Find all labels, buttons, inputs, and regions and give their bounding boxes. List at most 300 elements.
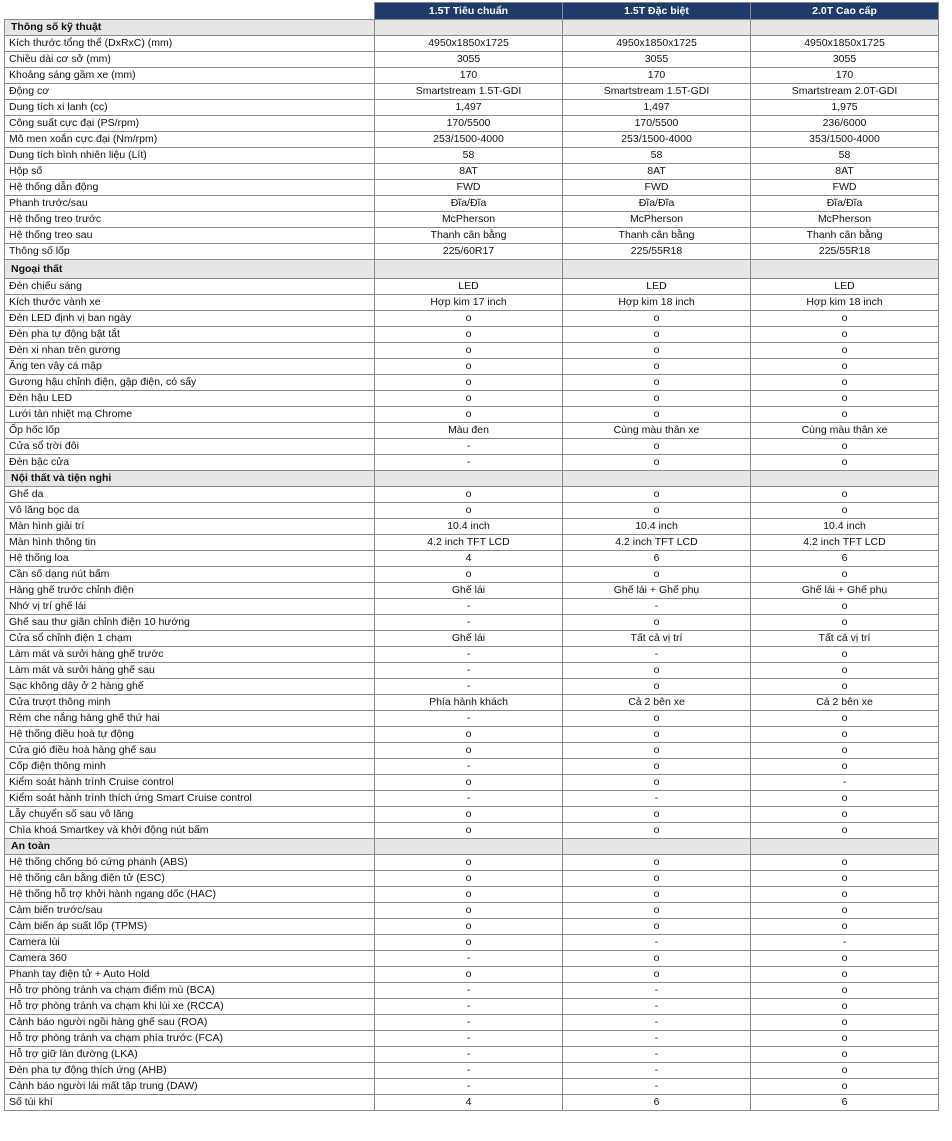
spec-value: o [375,903,563,919]
spec-value: 6 [751,1095,939,1111]
spec-value: - [563,791,751,807]
spec-label: Lẫy chuyển số sau vô lăng [5,807,375,823]
spec-value: Màu đen [375,423,563,439]
spec-value: Phía hành khách [375,695,563,711]
spec-value: o [375,743,563,759]
spec-label: Cốp điện thông minh [5,759,375,775]
spec-row [5,535,939,551]
spec-label: Kích thước tổng thể (DxRxC) (mm) [5,36,375,52]
spec-row [5,503,939,519]
spec-label: Rèm che nắng hàng ghế thứ hai [5,711,375,727]
spec-value: 4 [375,1095,563,1111]
spec-value: o [751,759,939,775]
spec-label: Làm mát và sưởi hàng ghế sau [5,663,375,679]
spec-value: - [563,647,751,663]
spec-row [5,1063,939,1079]
spec-value: o [751,823,939,839]
spec-label: Chìa khoá Smartkey và khởi động nút bấm [5,823,375,839]
spec-row [5,759,939,775]
spec-value: o [751,663,939,679]
spec-value: o [751,1015,939,1031]
spec-value: o [375,359,563,375]
spec-value: - [375,615,563,631]
spec-value: o [751,391,939,407]
spec-value: o [751,327,939,343]
spec-value: 58 [375,148,563,164]
spec-row [5,311,939,327]
section-filler-cell [751,260,939,279]
spec-value: o [563,327,751,343]
spec-value: o [563,359,751,375]
column-header: 1.5T Đặc biệt [563,3,751,20]
spec-value: 253/1500-4000 [375,132,563,148]
spec-row [5,180,939,196]
spec-label: Chiều dài cơ sở (mm) [5,52,375,68]
spec-label: Kiểm soát hành trình Cruise control [5,775,375,791]
spec-row [5,196,939,212]
spec-value: o [751,887,939,903]
spec-value: o [375,391,563,407]
spec-value: o [751,919,939,935]
spec-value: 6 [563,551,751,567]
section-filler-cell [375,839,563,855]
spec-value: o [375,871,563,887]
spec-value: o [751,615,939,631]
section-filler-cell [751,20,939,36]
spec-value: o [375,327,563,343]
spec-value: o [751,743,939,759]
spec-value: o [563,807,751,823]
spec-value: - [563,1079,751,1095]
section-filler-cell [375,20,563,36]
spec-row [5,807,939,823]
spec-value: 3055 [375,52,563,68]
spec-value: o [375,503,563,519]
spec-row [5,1031,939,1047]
spec-value: Tất cả vị trí [751,631,939,647]
spec-row [5,935,939,951]
spec-value: o [563,503,751,519]
spec-value: o [563,567,751,583]
spec-row [5,343,939,359]
spec-value: 1,497 [563,100,751,116]
spec-value: Ghế lái + Ghế phụ [751,583,939,599]
spec-value: 6 [751,551,939,567]
spec-value: Smartstream 2.0T-GDI [751,84,939,100]
spec-value: - [375,791,563,807]
spec-value: o [563,455,751,471]
spec-value: - [375,711,563,727]
spec-label: Ghế sau thư giãn chỉnh điện 10 hướng [5,615,375,631]
spec-label: Hệ thống cân bằng điện tử (ESC) [5,871,375,887]
spec-value: o [563,487,751,503]
spec-value: Smartstream 1.5T-GDI [375,84,563,100]
spec-row [5,871,939,887]
spec-value: o [563,407,751,423]
spec-value: o [751,1047,939,1063]
spec-value: o [751,567,939,583]
spec-value: 170/5500 [563,116,751,132]
spec-label: Hệ thống chống bó cứng phanh (ABS) [5,855,375,871]
spec-value: - [375,1015,563,1031]
spec-row [5,295,939,311]
spec-row [5,228,939,244]
spec-label: Ốp hốc lốp [5,423,375,439]
spec-value: Cùng màu thân xe [751,423,939,439]
spec-row [5,951,939,967]
column-header: 1.5T Tiêu chuẩn [375,3,563,20]
spec-value: 10.4 inch [751,519,939,535]
spec-label: Hỗ trợ phòng tránh va chạm phía trước (FCA) [5,1031,375,1047]
spec-value: - [375,455,563,471]
section-title: Thông số kỹ thuật [5,20,375,36]
spec-label: Dung tích bình nhiên liệu (Lít) [5,148,375,164]
spec-value: o [375,311,563,327]
spec-value: o [751,951,939,967]
spec-value: 225/60R17 [375,244,563,260]
spec-value: Ghế lái [375,583,563,599]
spec-label: Đèn xi nhan trên gương [5,343,375,359]
spec-value: Hợp kim 18 inch [563,295,751,311]
spec-row [5,36,939,52]
spec-value: FWD [563,180,751,196]
spec-label: Đèn pha tự động bật tắt [5,327,375,343]
spec-value: 4950x1850x1725 [563,36,751,52]
spec-value: 4.2 inch TFT LCD [375,535,563,551]
spec-table-header [5,3,939,20]
spec-value: o [563,615,751,631]
spec-row [5,727,939,743]
spec-row [5,615,939,631]
spec-value: Hợp kim 18 inch [751,295,939,311]
spec-value: o [751,727,939,743]
spec-value: FWD [751,180,939,196]
spec-label: Camera lùi [5,935,375,951]
spec-value: 4950x1850x1725 [751,36,939,52]
spec-value: o [751,1031,939,1047]
spec-label: Hỗ trợ phòng tránh va chạm khi lùi xe (RCCA) [5,999,375,1015]
spec-value: 236/6000 [751,116,939,132]
spec-value: - [375,439,563,455]
spec-label: Đèn chiếu sáng [5,279,375,295]
spec-value: o [375,487,563,503]
spec-value: o [563,887,751,903]
column-header: 2.0T Cao cấp [751,3,939,20]
spec-value: Smartstream 1.5T-GDI [563,84,751,100]
spec-value: - [375,679,563,695]
spec-label: Đèn LED định vị ban ngày [5,311,375,327]
spec-value: o [563,391,751,407]
spec-value: 3055 [563,52,751,68]
spec-value: o [751,1063,939,1079]
spec-value: 1,497 [375,100,563,116]
spec-value: o [375,823,563,839]
header-corner [5,3,375,20]
spec-value: o [375,807,563,823]
spec-row [5,631,939,647]
spec-value: McPherson [375,212,563,228]
spec-value: o [563,759,751,775]
spec-value: 8AT [375,164,563,180]
spec-value: 8AT [751,164,939,180]
section-header-row [5,20,939,36]
spec-value: o [375,967,563,983]
spec-label: Cửa sổ chỉnh điện 1 chạm [5,631,375,647]
spec-label: Kích thước vành xe [5,295,375,311]
spec-value: 58 [751,148,939,164]
spec-row [5,887,939,903]
spec-value: Cùng màu thân xe [563,423,751,439]
spec-value: - [375,999,563,1015]
spec-value: o [563,903,751,919]
spec-value: 8AT [563,164,751,180]
spec-value: - [751,775,939,791]
spec-value: - [563,1015,751,1031]
spec-row [5,1095,939,1111]
spec-value: - [375,1079,563,1095]
spec-value: o [563,375,751,391]
spec-row [5,487,939,503]
spec-value: o [375,775,563,791]
spec-row [5,407,939,423]
spec-label: Hệ thống treo trước [5,212,375,228]
spec-label: Hệ thống loa [5,551,375,567]
spec-row [5,999,939,1015]
spec-row [5,375,939,391]
spec-label: Phanh trước/sau [5,196,375,212]
spec-row [5,647,939,663]
spec-value: o [375,935,563,951]
spec-value: 170 [751,68,939,84]
spec-label: Dung tích xi lanh (cc) [5,100,375,116]
spec-value: o [751,407,939,423]
spec-label: Hệ thống hỗ trợ khởi hành ngang dốc (HAC) [5,887,375,903]
spec-value: - [375,759,563,775]
spec-row [5,100,939,116]
spec-row [5,551,939,567]
spec-label: Động cơ [5,84,375,100]
section-title: Nội thất và tiện nghi [5,471,375,487]
spec-value: o [563,679,751,695]
spec-value: - [375,983,563,999]
spec-value: o [375,919,563,935]
spec-value: Hợp kim 17 inch [375,295,563,311]
spec-value: o [751,343,939,359]
spec-row [5,116,939,132]
spec-value: o [563,711,751,727]
spec-label: Đèn hậu LED [5,391,375,407]
spec-value: - [375,647,563,663]
section-filler-cell [563,839,751,855]
spec-value: o [563,951,751,967]
spec-value: o [563,871,751,887]
spec-value: Cả 2 bên xe [563,695,751,711]
spec-label: Ăng ten vây cá mập [5,359,375,375]
spec-value: - [375,1047,563,1063]
section-header-row [5,260,939,279]
spec-value: - [375,951,563,967]
spec-label: Khoảng sáng gầm xe (mm) [5,68,375,84]
spec-row [5,711,939,727]
spec-value: FWD [375,180,563,196]
spec-value: o [751,807,939,823]
spec-row [5,1079,939,1095]
spec-value: o [751,455,939,471]
spec-value: 4 [375,551,563,567]
spec-row [5,567,939,583]
spec-row [5,212,939,228]
spec-row [5,903,939,919]
section-filler-cell [375,471,563,487]
spec-label: Công suất cực đại (PS/rpm) [5,116,375,132]
spec-value: LED [751,279,939,295]
spec-value: o [375,855,563,871]
spec-value: - [563,935,751,951]
spec-value: Ghế lái + Ghế phụ [563,583,751,599]
spec-label: Phanh tay điện tử + Auto Hold [5,967,375,983]
spec-row [5,855,939,871]
section-filler-cell [563,20,751,36]
spec-value: o [751,439,939,455]
spec-label: Hàng ghế trước chỉnh điện [5,583,375,599]
spec-value: 4.2 inch TFT LCD [563,535,751,551]
spec-row [5,583,939,599]
spec-value: - [375,1031,563,1047]
spec-value: - [563,1047,751,1063]
spec-label: Đèn pha tự động thích ứng (AHB) [5,1063,375,1079]
spec-label: Hệ thống dẫn động [5,180,375,196]
section-title: Ngoại thất [5,260,375,279]
spec-value: 4.2 inch TFT LCD [751,535,939,551]
spec-label: Màn hình giải trí [5,519,375,535]
spec-row [5,84,939,100]
spec-value: - [563,1063,751,1079]
section-header-row [5,471,939,487]
spec-value: o [563,311,751,327]
spec-row [5,455,939,471]
spec-value: o [751,359,939,375]
spec-value: Thanh cân bằng [751,228,939,244]
spec-row [5,327,939,343]
spec-row [5,132,939,148]
spec-row [5,244,939,260]
spec-value: 225/55R18 [563,244,751,260]
spec-table-body [5,20,939,1111]
spec-value: o [751,999,939,1015]
spec-value: 58 [563,148,751,164]
spec-value: o [751,871,939,887]
spec-value: o [375,407,563,423]
spec-value: o [751,599,939,615]
spec-label: Số túi khí [5,1095,375,1111]
spec-label: Hệ thống điều hoà tự động [5,727,375,743]
spec-value: 10.4 inch [563,519,751,535]
spec-value: o [563,663,751,679]
spec-value: o [375,567,563,583]
spec-label: Hộp số [5,164,375,180]
spec-label: Mô men xoắn cực đại (Nm/rpm) [5,132,375,148]
spec-value: - [563,1031,751,1047]
spec-row [5,679,939,695]
spec-value: o [751,855,939,871]
spec-value: 353/1500-4000 [751,132,939,148]
spec-value: 6 [563,1095,751,1111]
spec-value: - [563,983,751,999]
spec-value: o [563,967,751,983]
spec-label: Ghế da [5,487,375,503]
spec-value: o [751,679,939,695]
spec-value: o [751,1079,939,1095]
spec-value: 225/55R18 [751,244,939,260]
spec-value: o [375,343,563,359]
spec-value: - [375,1063,563,1079]
spec-value: o [375,375,563,391]
spec-value: McPherson [563,212,751,228]
spec-label: Cảm biến áp suất lốp (TPMS) [5,919,375,935]
spec-value: o [563,775,751,791]
section-filler-cell [751,839,939,855]
spec-value: 1,975 [751,100,939,116]
spec-value: o [563,343,751,359]
spec-value: o [751,711,939,727]
spec-value: LED [375,279,563,295]
section-filler-cell [375,260,563,279]
section-filler-cell [563,471,751,487]
spec-value: 170 [375,68,563,84]
spec-value: o [563,743,751,759]
spec-label: Làm mát và sưởi hàng ghế trước [5,647,375,663]
spec-value: o [751,503,939,519]
spec-label: Vô lăng bọc da [5,503,375,519]
spec-label: Gương hậu chỉnh điện, gập điện, có sấy [5,375,375,391]
spec-value: o [375,887,563,903]
spec-value: - [375,599,563,615]
spec-row [5,983,939,999]
spec-value: Cả 2 bên xe [751,695,939,711]
spec-label: Nhớ vị trí ghế lái [5,599,375,615]
spec-value: Đĩa/Đĩa [563,196,751,212]
spec-row [5,519,939,535]
spec-value: - [751,935,939,951]
spec-label: Thông số lốp [5,244,375,260]
spec-value: o [751,967,939,983]
spec-row [5,439,939,455]
section-filler-cell [563,260,751,279]
spec-label: Cần số dạng nút bấm [5,567,375,583]
spec-row [5,148,939,164]
spec-row [5,791,939,807]
spec-value: - [563,999,751,1015]
spec-label: Cửa trượt thông minh [5,695,375,711]
spec-value: o [563,823,751,839]
spec-label: Hỗ trợ phòng tránh va chạm điểm mù (BCA) [5,983,375,999]
spec-value: o [563,727,751,743]
spec-value: 4950x1850x1725 [375,36,563,52]
section-title: An toàn [5,839,375,855]
section-header-row [5,839,939,855]
spec-row [5,68,939,84]
header-row [5,3,939,20]
spec-value: Đĩa/Đĩa [751,196,939,212]
spec-value: o [751,903,939,919]
spec-value: - [563,599,751,615]
spec-value: 170 [563,68,751,84]
spec-value: o [751,311,939,327]
spec-label: Camera 360 [5,951,375,967]
spec-value: Thanh cân bằng [563,228,751,244]
spec-row [5,823,939,839]
spec-value: o [375,727,563,743]
